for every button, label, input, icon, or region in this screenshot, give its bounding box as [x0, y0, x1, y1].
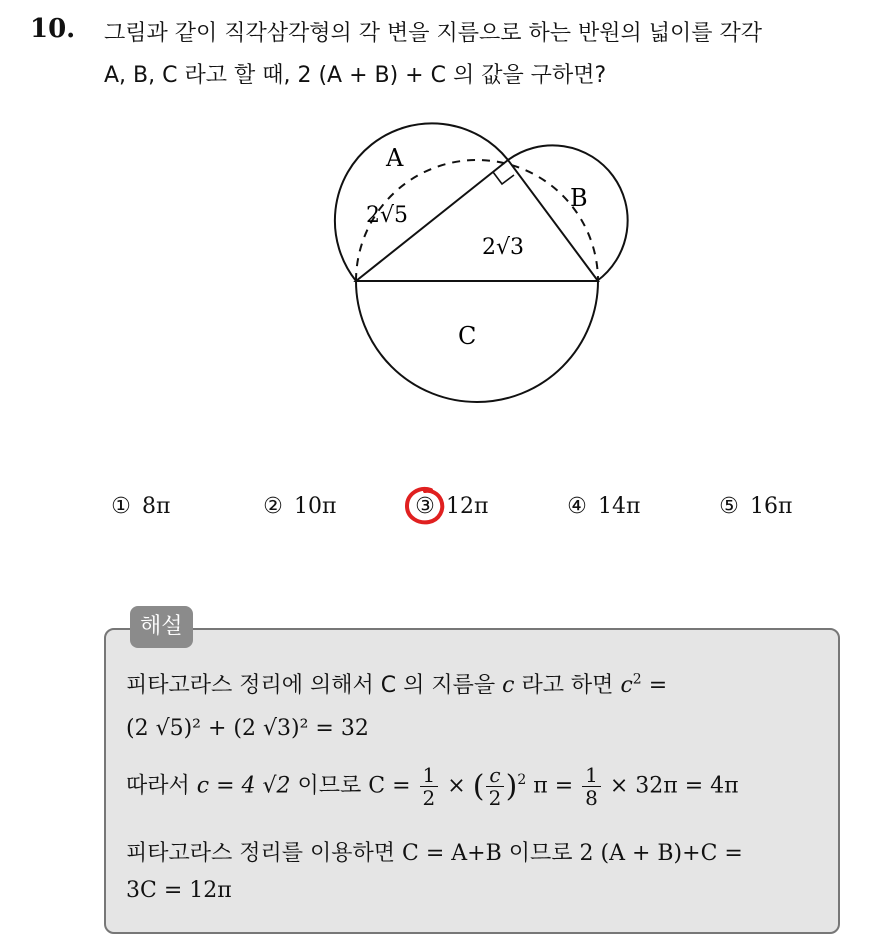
- choice-1[interactable]: ① 8π: [111, 494, 171, 519]
- semicircle-c: [356, 281, 598, 402]
- solution-tab-label: 해설: [130, 606, 193, 648]
- choice-2[interactable]: ② 10π: [263, 494, 337, 519]
- right-angle-marker: [493, 172, 514, 184]
- choice-4[interactable]: ④ 14π: [567, 494, 641, 519]
- solution-line-1: 피타고라스 정리에 의해서 C 의 지름을 c 라고 하면 $c^2$ =: [126, 671, 668, 698]
- question-text-line-1: 그림과 같이 직각삼각형의 각 변을 지름으로 하는 반원의 넓이를 각각: [104, 21, 762, 46]
- choice-5[interactable]: ⑤ 16π: [719, 494, 793, 519]
- question-number: 10.: [30, 14, 76, 44]
- label-a: A: [386, 144, 404, 172]
- right-triangle-semicircles-figure: [0, 0, 884, 460]
- selected-answer-circle-mark: [401, 484, 449, 528]
- semicircle-b: [508, 145, 628, 281]
- label-c: C: [458, 322, 477, 350]
- choice-3[interactable]: ③ 12π: [415, 494, 489, 519]
- question-text-line-2: A, B, C 라고 할 때, 2 (A + B) + C 의 값을 구하면?: [104, 63, 607, 88]
- leg-b-length: 2√3: [482, 235, 525, 260]
- solution-line-3: 따라서 c = 4 √2 이므로 C = $\frac{1}{2}$ × ( $\frac{c}{2}$ )$^2$ π = $\frac{1}{8}$ × 32π = 4π: [126, 763, 739, 810]
- label-b: B: [570, 184, 588, 212]
- solution-line-5: 3C = 12π: [126, 878, 232, 903]
- solution-line-2: (2 √5)² + (2 √3)² = 32: [126, 716, 369, 741]
- leg-a-length: 2√5: [366, 203, 409, 228]
- solution-line-4: 피타고라스 정리를 이용하면 C = A+B 이므로 2 (A + B)+C =: [126, 841, 743, 866]
